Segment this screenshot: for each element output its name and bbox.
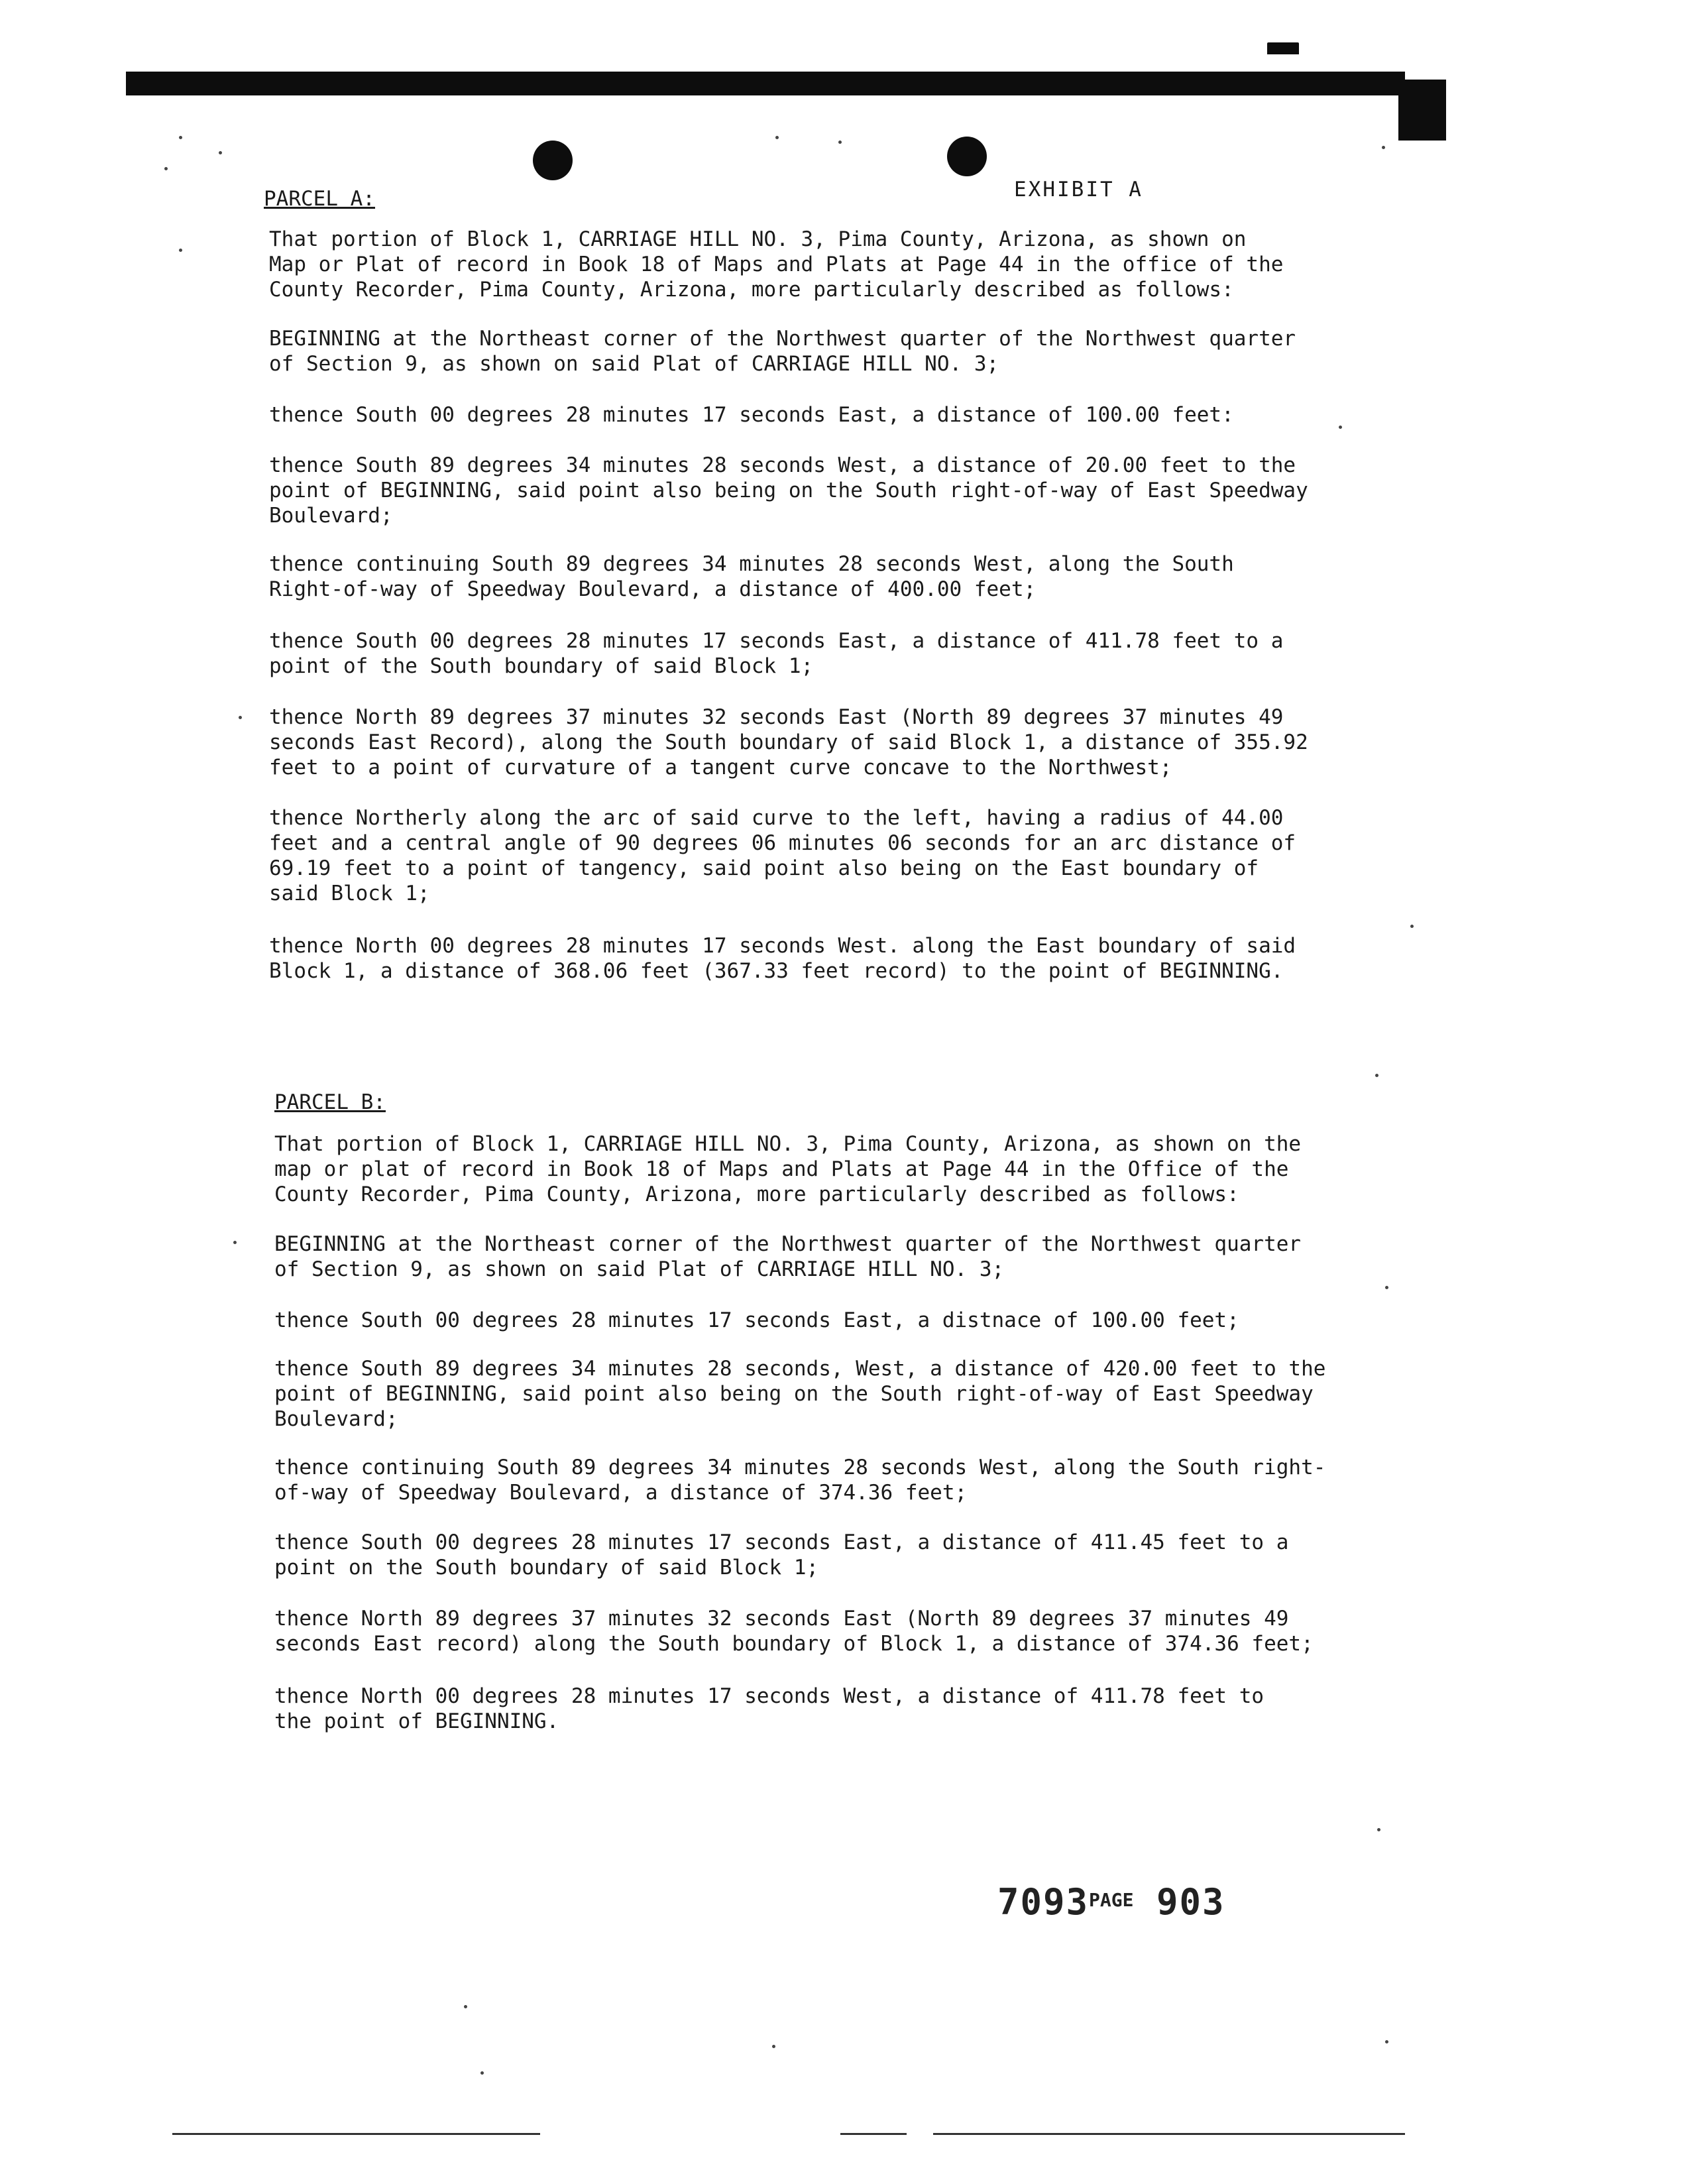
- scan-speck: [1377, 1828, 1380, 1831]
- parcel-a-paragraph: thence Northerly along the arc of said curve to the left, having a radius of 44.00 feet and a central angle of 90 degrees 06 minutes 06 seconds for an arc distance of 69.19 feet to a point of tangency, said point also being on the East boundary of said Block 1;: [269, 806, 1296, 905]
- scan-speck: [179, 249, 182, 252]
- scan-speck: [464, 2005, 467, 2008]
- parcel-a-paragraph: thence South 00 degrees 28 minutes 17 seconds East, a distance of 100.00 feet:: [269, 403, 1234, 427]
- punch-hole: [947, 137, 987, 176]
- exhibit-title: EXHIBIT A: [1014, 178, 1143, 201]
- parcel-b-title: PARCEL B:: [274, 1090, 386, 1114]
- scan-speck: [480, 2071, 484, 2075]
- parcel-a-paragraph: thence North 89 degrees 37 minutes 32 seconds East (North 89 degrees 37 minutes 49 seconds East Record), along the South boundary of said Block 1, a distance of 355.92 feet to a point of curvature of a tangent curve concave to the Northwest;: [269, 705, 1308, 779]
- parcel-a-paragraph: That portion of Block 1, CARRIAGE HILL NO. 3, Pima County, Arizona, as shown on Map or Plat of record in Book 18 of Maps and Plats at Page 44 in the office of the County Recorder, Pima County, Arizona, more particularly described as follows:: [269, 227, 1284, 302]
- parcel-b-paragraph: BEGINNING at the Northeast corner of the Northwest quarter of the Northwest quarter of Section 9, as shown on said Plat of CARRIAGE HILL NO. 3;: [274, 1232, 1302, 1281]
- scan-speck: [164, 167, 168, 170]
- parcel-b-paragraph: thence North 89 degrees 37 minutes 32 seconds East (North 89 degrees 37 minutes 49 seconds East record) along the South boundary of Block 1, a distance of 374.36 feet;: [274, 1607, 1314, 1656]
- scan-speck: [772, 2045, 775, 2048]
- scan-speck: [1382, 146, 1385, 149]
- scan-speck: [838, 141, 842, 144]
- scan-line: [840, 2133, 907, 2135]
- parcel-a-paragraph: thence continuing South 89 degrees 34 minutes 28 seconds West, along the South Right-of-way of Speedway Boulevard, a distance of 400.00 feet;: [269, 552, 1234, 601]
- scan-speck: [239, 716, 242, 719]
- scan-speck: [775, 136, 779, 139]
- parcel-b-paragraph: That portion of Block 1, CARRIAGE HILL NO. 3, Pima County, Arizona, as shown on the map or plat of record in Book 18 of Maps and Plats at Page 44 in the Office of the County Recorder, Pima County, Arizona, more particularly described as follows:: [274, 1132, 1302, 1206]
- scan-speck: [1339, 426, 1342, 429]
- parcel-a-paragraph: thence South 89 degrees 34 minutes 28 seconds West, a distance of 20.00 feet to the point of BEGINNING, said point also being on the South right-of-way of East Speedway Boulevard;: [269, 453, 1308, 528]
- scan-speck: [1385, 1286, 1388, 1289]
- scan-line: [933, 2133, 1405, 2135]
- scan-speck: [1410, 925, 1414, 928]
- scan-speck: [1375, 1074, 1378, 1077]
- recording-stamp: [997, 1881, 1225, 1923]
- parcel-b-paragraph: thence continuing South 89 degrees 34 minutes 28 seconds West, along the South right- of-way of Speedway Boulevard, a distance of 374.36 feet;: [274, 1456, 1326, 1505]
- scan-speck: [219, 151, 222, 154]
- parcel-b-paragraph: thence North 00 degrees 28 minutes 17 seconds West, a distance of 411.78 feet to the point of BEGINNING.: [274, 1684, 1264, 1733]
- scan-speck: [179, 136, 182, 139]
- stamp-page-label: PAGE: [1089, 1889, 1134, 1911]
- stamp-book-number: 7093: [997, 1881, 1090, 1923]
- scan-corner-mark: [1398, 80, 1446, 141]
- parcel-a-paragraph: thence South 00 degrees 28 minutes 17 seconds East, a distance of 411.78 feet to a point of the South boundary of said Block 1;: [269, 629, 1284, 678]
- parcel-b-paragraph: thence South 89 degrees 34 minutes 28 seconds, West, a distance of 420.00 feet to the point of BEGINNING, said point also being on the South right-of-way of East Speedway Boulevard;: [274, 1357, 1326, 1431]
- stamp-page-number: 903: [1156, 1881, 1225, 1923]
- punch-hole: [533, 141, 573, 180]
- scan-mark: [1267, 42, 1299, 54]
- parcel-a-paragraph: BEGINNING at the Northeast corner of the Northwest quarter of the Northwest quarter of Section 9, as shown on said Plat of CARRIAGE HILL NO. 3;: [269, 327, 1296, 376]
- scan-line: [172, 2133, 540, 2135]
- scan-top-bar: [126, 72, 1405, 95]
- parcel-b-paragraph: thence South 00 degrees 28 minutes 17 seconds East, a distance of 411.45 feet to a point on the South boundary of said Block 1;: [274, 1530, 1289, 1580]
- scan-speck: [233, 1241, 237, 1244]
- parcel-a-title: PARCEL A:: [264, 187, 375, 211]
- parcel-b-paragraph: thence South 00 degrees 28 minutes 17 seconds East, a distnace of 100.00 feet;: [274, 1308, 1239, 1332]
- scan-speck: [1385, 2040, 1388, 2043]
- parcel-a-paragraph: thence North 00 degrees 28 minutes 17 seconds West. along the East boundary of said Block 1, a distance of 368.06 feet (367.33 feet record) to the point of BEGINNING.: [269, 934, 1296, 983]
